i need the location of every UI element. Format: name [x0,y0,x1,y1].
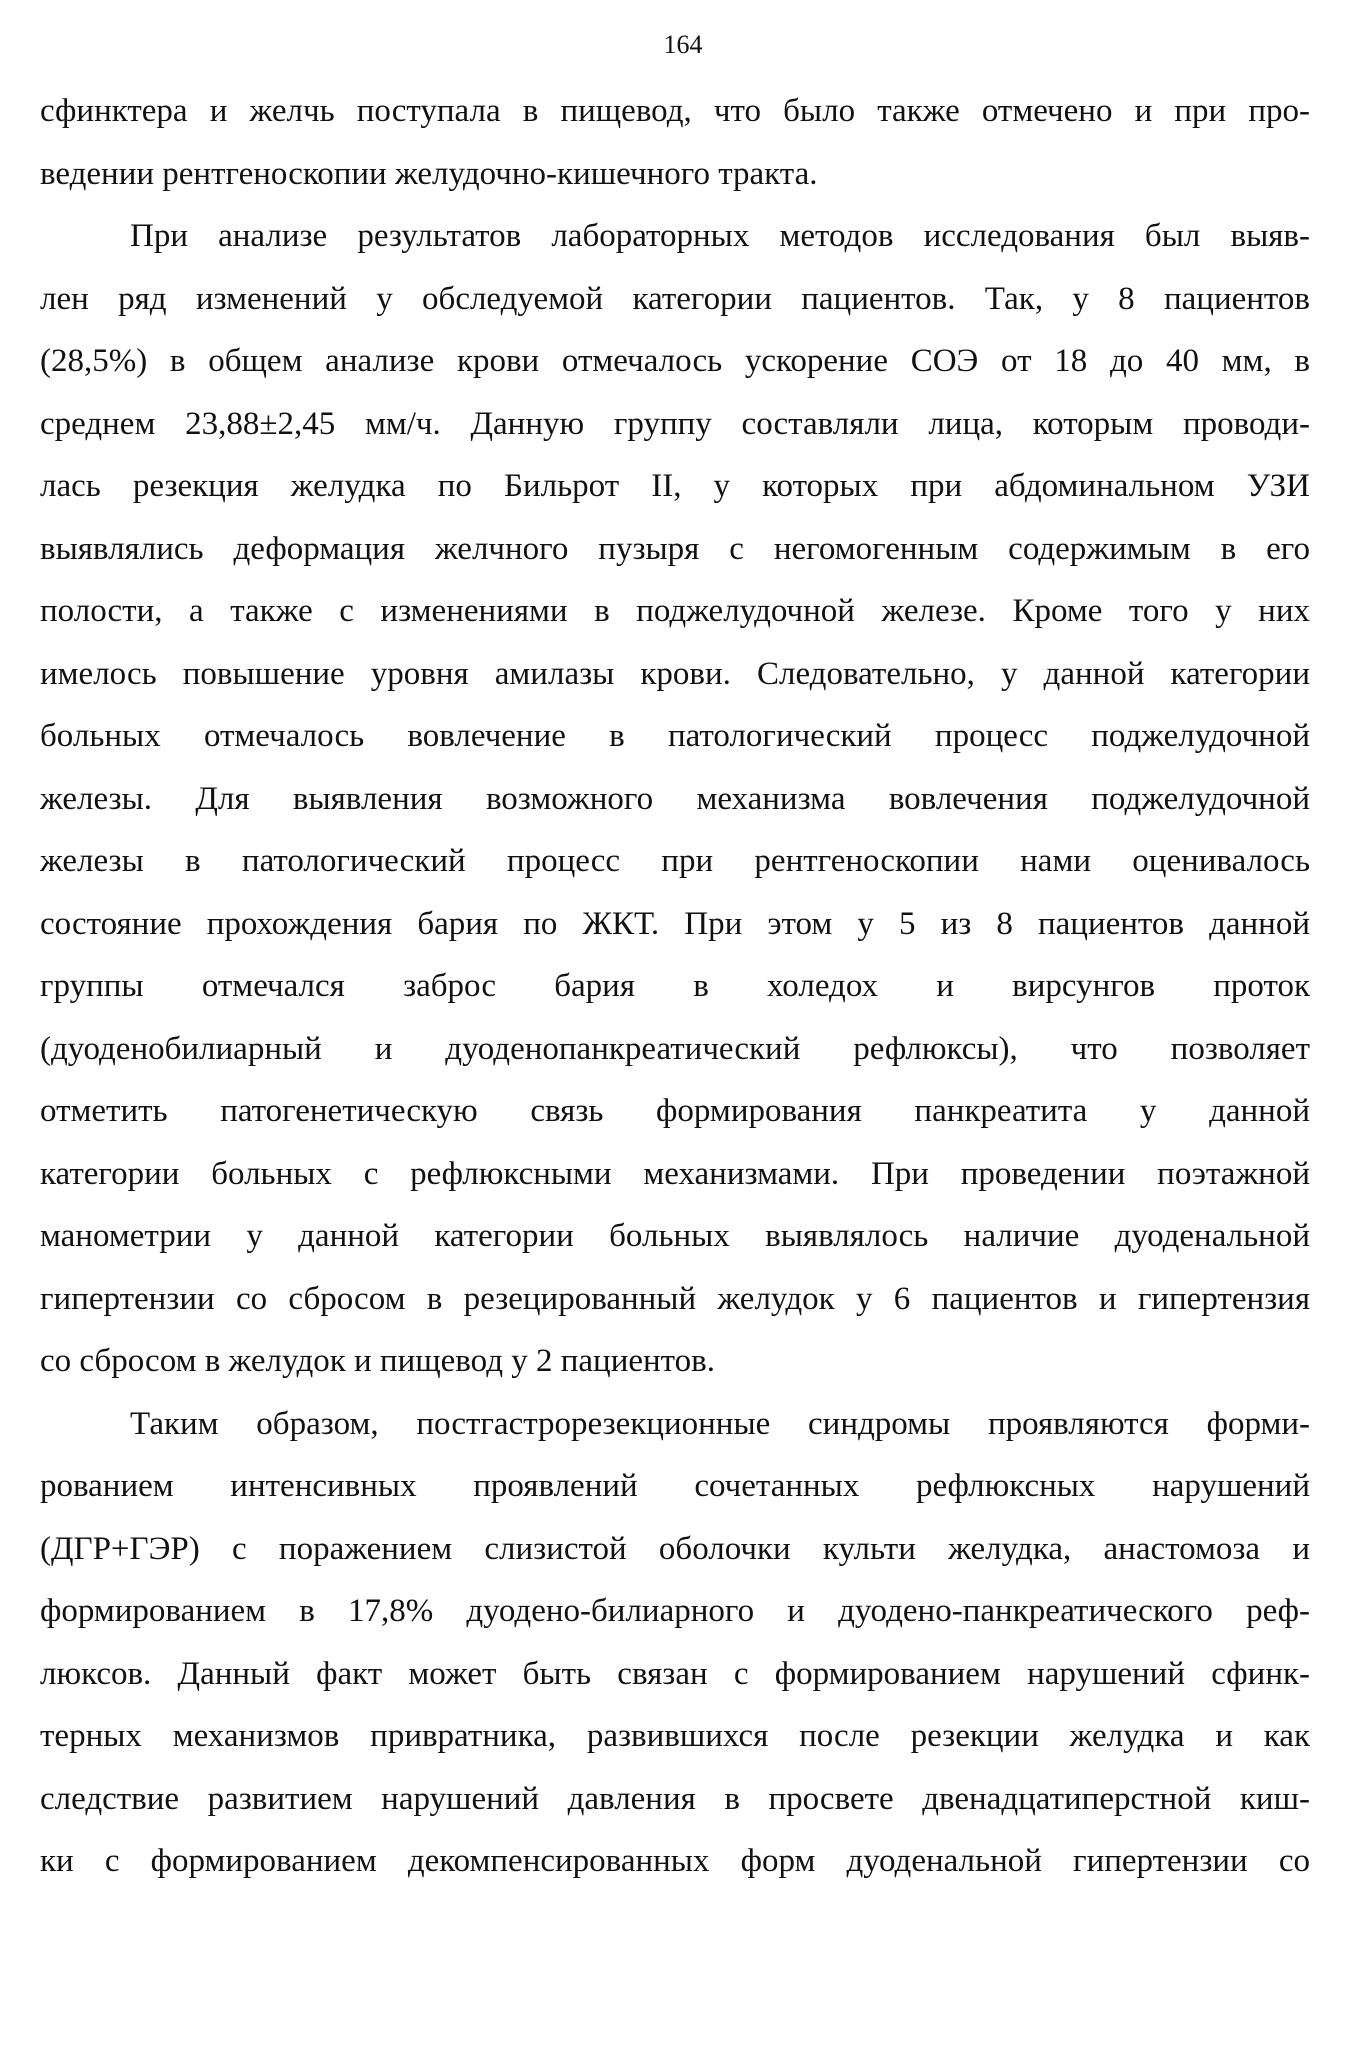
text-line: состояние прохождения бария по ЖКТ. При этом у 5 из 8 пациентов данной [40,905,1310,942]
text-line: имелось повышение уровня амилазы крови. Следовательно, у данной категории [40,655,1310,692]
text-line: отметить патогенетическую связь формирования панкреатита у данной [40,1093,1310,1129]
text-line: (ДГР+ГЭР) с поражением слизистой оболочки культи желудка, анастомоза и [40,1530,1310,1567]
text-line: манометрии у данной категории больных выявлялось наличие дуоденальной [40,1218,1310,1254]
text-line: со сбросом в желудок и пищевод у 2 пациентов. [40,1343,716,1379]
text-line: терных механизмов привратника, развившихся после резекции желудка и как [40,1718,1310,1754]
text-line: лась резекция желудка по Бильрот II, у которых при абдоминальном УЗИ [40,468,1310,504]
text-line: рованием интенсивных проявлений сочетанных рефлюксных нарушений [40,1468,1310,1504]
text-line: При анализе результатов лабораторных методов исследования был выяв- [130,218,1310,254]
text-line: формированием в 17,8% дуодено-билиарного и дуодено-панкреатического реф- [40,1593,1310,1629]
text-line: гипертензии со сбросом в резецированный желудок у 6 пациентов и гипертензия [40,1280,1310,1317]
text-line: ведении рентгеноскопии желудочно-кишечного тракта. [40,155,818,192]
page-number: 164 [663,30,703,59]
text-line: (дуоденобилиарный и дуоденопанкреатический рефлюксы), что позволяет [40,1030,1310,1067]
text-line: группы отмечался заброс бария в холедох и вирсунгов проток [40,968,1310,1004]
text-line: следствие развитием нарушений давления в просвете двенадцатиперстной киш- [40,1780,1310,1817]
text-line: лен ряд изменений у обследуемой категории пациентов. Так, у 8 пациентов [40,280,1310,317]
text-line: больных отмечалось вовлечение в патологический процесс поджелудочной [40,718,1310,754]
text-line: категории больных с рефлюксными механизмами. При проведении поэтажной [40,1155,1310,1192]
text-line: выявлялись деформация желчного пузыря с негомогенным содержимым в его [40,530,1310,567]
text-line: ки с формированием декомпенсированных форм дуоденальной гипертензии со [40,1843,1310,1879]
text-line: полости, а также с изменениями в поджелудочной железе. Кроме того у них [40,593,1310,629]
text-line: железы в патологический процесс при рентгеноскопии нами оценивалось [40,843,1310,879]
text-line: сфинктера и желчь поступала в пищевод, что было также отмечено и при про- [40,93,1310,129]
text-line: Таким образом, постгастрорезекционные синдромы проявляются форми- [130,1405,1310,1442]
text-line: люксов. Данный факт может быть связан с формированием нарушений сфинк- [40,1655,1310,1692]
text-line: среднем 23,88±2,45 мм/ч. Данную группу составляли лица, которым проводи- [40,405,1310,442]
body-text [40,80,1310,1893]
text-line: железы. Для выявления возможного механизма вовлечения поджелудочной [40,780,1310,817]
text-line: (28,5%) в общем анализе крови отмечалось ускорение СОЭ от 18 до 40 мм, в [40,343,1310,379]
